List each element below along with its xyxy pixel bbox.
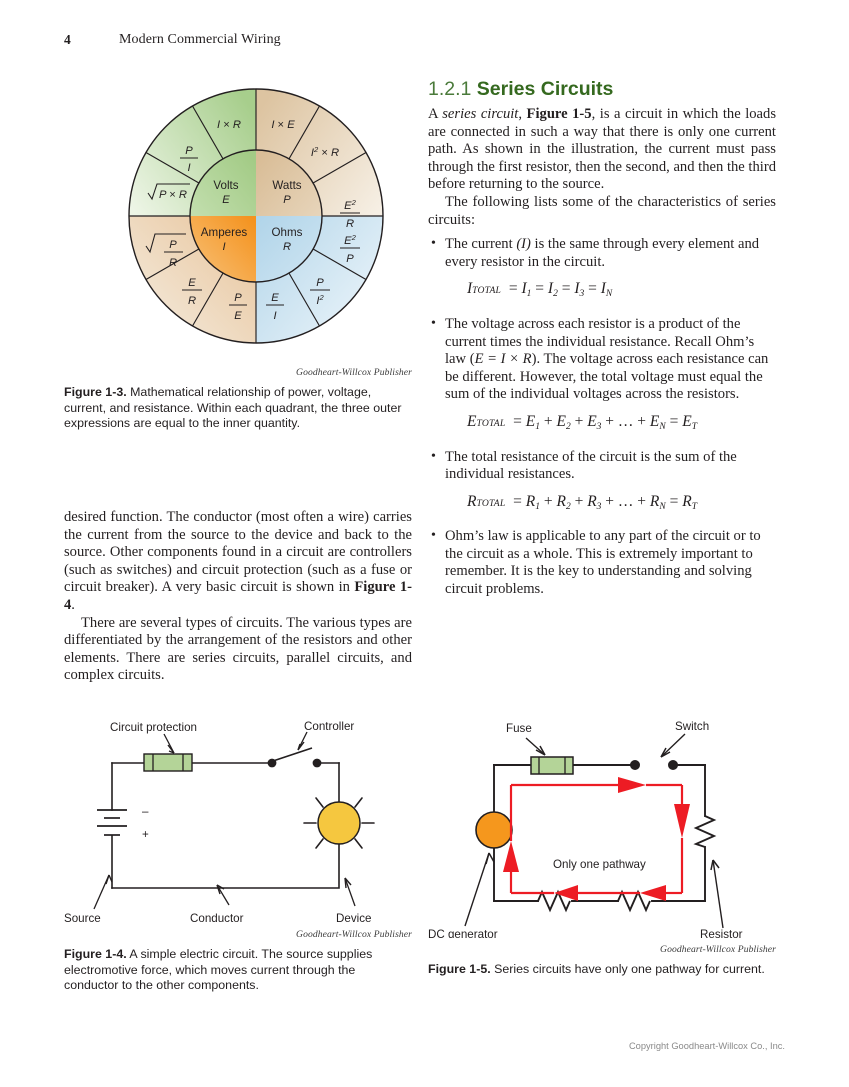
svg-text:P: P	[346, 253, 354, 265]
bullet-2-text-a: The total resistance of the circuit is the sum of the individual resistances.	[445, 448, 737, 483]
arrow-left-1	[640, 885, 666, 901]
arrow-right-top	[618, 777, 646, 793]
equation-voltage: ETOTAL = $E_1 + E_2 + E_3$ + … + $E_N = E_T$	[467, 412, 697, 432]
figure-1-3-credit: Goodheart-Willcox Publisher	[296, 367, 412, 378]
svg-text:P × R: P × R	[159, 189, 187, 201]
battery-plus-label: +	[142, 828, 149, 841]
figure-1-4-caption-label: Figure 1-4.	[64, 947, 127, 961]
controller-label: Controller	[304, 720, 355, 733]
svg-text:R: R	[187, 295, 197, 307]
svg-text:P: P	[185, 145, 193, 157]
series-intro-a: A	[428, 106, 443, 122]
series-intro-b: ,	[518, 106, 527, 122]
svg-text:I2: $I^2$	[316, 293, 324, 307]
left-paragraph-2: There are several types of circuits. The various types are differentiated by the arrangement of the resistors and other elements. There are series circuits, parallel circuits, and complex circuits.	[64, 614, 412, 684]
wheel-expr-i2xr: $I^2 \times R$	[310, 145, 340, 159]
figure-1-5-caption-label: Figure 1-5.	[428, 962, 491, 976]
device-label: Device	[336, 912, 372, 925]
wheel-expr-ixr: I × R	[217, 119, 241, 131]
section-heading	[428, 78, 776, 101]
bullet-1-text-b: ). The voltage across each resistance can be different. However, the total voltage must equal the sum of the individual voltages across the resistors.	[445, 351, 769, 403]
figure-1-5-svg	[428, 712, 776, 938]
bullet-3-text-a: Ohm’s law is applicable to any part of the circuit or to the circuit as a whole. This is extremely important to remember. It is the key to understanding and solving circuit problems.	[445, 528, 761, 598]
figure-1-3-caption	[64, 385, 412, 432]
figure-1-5-credit-wrap	[428, 944, 776, 955]
wheel-symbol-volts: E	[222, 194, 230, 206]
wheel-symbol-amperes: I	[222, 241, 226, 253]
pathway-label: Only one pathway	[553, 858, 646, 871]
svg-text:E: E	[234, 310, 242, 322]
page-number: 4	[64, 32, 71, 47]
wheel-symbol-ohms: R	[282, 241, 292, 253]
series-intro-c: , is a circuit in which the loads are connected in such a way that there is only one current path. As shown in the illustration, the current must pass through the first resistor, then the second, and then the third before returning to the source.	[428, 106, 776, 193]
list-item	[428, 316, 776, 437]
svg-text:R: R	[168, 257, 178, 269]
figure-1-3-credit-wrap	[64, 367, 412, 378]
arrow-left-2	[554, 885, 578, 901]
current-path	[511, 785, 682, 893]
figure-1-5-diagram	[428, 712, 776, 938]
figure-1-4-credit: Goodheart-Willcox Publisher	[296, 929, 412, 940]
figure-1-4-diagram	[64, 712, 412, 930]
right-column	[428, 78, 776, 609]
fuse-icon	[531, 757, 573, 774]
wheel-label-volts: Volts	[213, 179, 239, 192]
copyright-line: Copyright Goodheart-Willcox Co., Inc.	[628, 1041, 785, 1051]
figure-1-5-credit: Goodheart-Willcox Publisher	[660, 944, 776, 955]
book-title: Modern Commercial Wiring	[119, 32, 281, 47]
ohms-law-wheel-svg	[128, 88, 384, 344]
svg-text:P: P	[169, 239, 177, 251]
battery-source-icon	[97, 810, 127, 835]
equation-resistance: RTOTAL = $R_1 + R_2 + R_3$ + … + $R_N = R_T$	[467, 492, 697, 512]
wheel-expr-ixe: I × E	[271, 119, 295, 131]
figure-1-3-caption-text: Mathematical relationship of power, voltage, current, and resistance. Within each quadrant, the three outer expressions are equal to the inner quantity.	[64, 385, 402, 431]
figure-1-4-caption-text: A simple electric circuit. The source supplies electromotive force, which moves current through the conductor to the other components.	[64, 947, 373, 993]
bullet-icon: •	[431, 315, 436, 331]
svg-text:P: P	[234, 292, 242, 304]
wheel-symbol-watts: P	[283, 194, 291, 206]
left-column-text	[64, 509, 412, 685]
svg-text:E: E	[271, 292, 279, 304]
circuit-protection-label: Circuit protection	[110, 721, 197, 734]
circuit-wire-loop	[112, 763, 339, 888]
series-characteristics-list	[428, 236, 776, 599]
arrow-down-right	[674, 804, 690, 838]
list-item	[428, 236, 776, 304]
lamp-device-icon	[304, 798, 374, 848]
source-label: Source	[64, 912, 101, 925]
bullet-1-italic: E = I × R	[474, 351, 532, 368]
left-paragraph-1-figref: Figure 1-4	[64, 579, 412, 613]
fuse-icon	[144, 754, 192, 771]
wheel-label-ohms: Ohms	[271, 226, 303, 239]
running-head	[64, 32, 464, 54]
left-paragraph-1	[64, 509, 412, 615]
switch-icon	[268, 748, 322, 767]
section-heading-number: 1.2.1	[428, 78, 472, 100]
svg-text:I: I	[273, 310, 277, 322]
figure-1-3-caption-label: Figure 1-3.	[64, 385, 127, 399]
figure-1-3-wheel	[128, 88, 384, 344]
list-item	[428, 528, 776, 598]
svg-text:E2: $E^2$	[344, 198, 356, 212]
bullet-1-text-a: The voltage across each resistor is a product of the current times the individual resistance. Recall Ohm’s law (	[445, 315, 755, 368]
list-item	[428, 449, 776, 517]
wheel-label-watts: Watts	[272, 179, 302, 192]
bullet-0-italic: (I)	[516, 236, 531, 253]
figure-1-4-credit-wrap	[64, 929, 412, 940]
left-paragraph-1-a: desired function. The conductor (most often a wire) carries the current from the source to the device and back to the source. Other components found in a circuit are controllers (such as switches) and circuit protection (such as a fuse or circuit breaker). A very basic circuit is shown in	[64, 509, 412, 596]
svg-text:I: I	[187, 162, 191, 174]
bullet-icon: •	[431, 448, 436, 464]
current-arrows	[503, 777, 690, 901]
bullet-0-text-b: is the same through every element and every resistor in the circuit.	[445, 236, 760, 270]
series-intro-paragraph	[428, 106, 776, 194]
resistor-icon-right	[696, 816, 714, 847]
wheel-label-amperes: Amperes	[200, 226, 248, 239]
equation-current: ITOTAL = $I_1 = I_2 = I_3 = I_N$	[467, 280, 613, 300]
left-paragraph-1-end: .	[71, 596, 75, 613]
dc-generator-icon	[476, 812, 512, 848]
section-heading-title: Series Circuits	[476, 78, 614, 100]
figure-1-4-svg	[64, 712, 412, 930]
arrow-up-left	[503, 841, 519, 872]
leader-lines	[94, 732, 355, 909]
dc-generator-label: DC generator	[428, 928, 498, 938]
series-circuit-term: series circuit	[442, 106, 519, 122]
svg-text:E2: $E^2$	[344, 233, 356, 247]
svg-text:P: P	[316, 277, 324, 289]
bullet-0-text-a: The current	[445, 236, 517, 253]
switch-label: Switch	[675, 720, 710, 733]
conductor-label: Conductor	[190, 912, 244, 925]
series-characteristics-lead: The following lists some of the characteristics of series circuits:	[428, 193, 776, 228]
bullet-icon: •	[431, 528, 436, 544]
bullet-icon: •	[431, 236, 436, 252]
resistor-label: Resistor	[700, 928, 743, 938]
battery-minus-label: –	[142, 805, 149, 818]
resistor-icon-bottom-right	[618, 892, 650, 910]
figure-1-5-caption	[428, 962, 776, 978]
svg-text:E: E	[188, 277, 196, 289]
series-intro-figref: Figure 1-5	[526, 106, 592, 122]
svg-text:R: R	[345, 218, 355, 230]
switch-icon	[630, 760, 678, 770]
fuse-label: Fuse	[506, 722, 532, 735]
figure-1-4-caption	[64, 947, 412, 994]
figure-1-5-caption-text: Series circuits have only one pathway for current.	[494, 962, 765, 976]
